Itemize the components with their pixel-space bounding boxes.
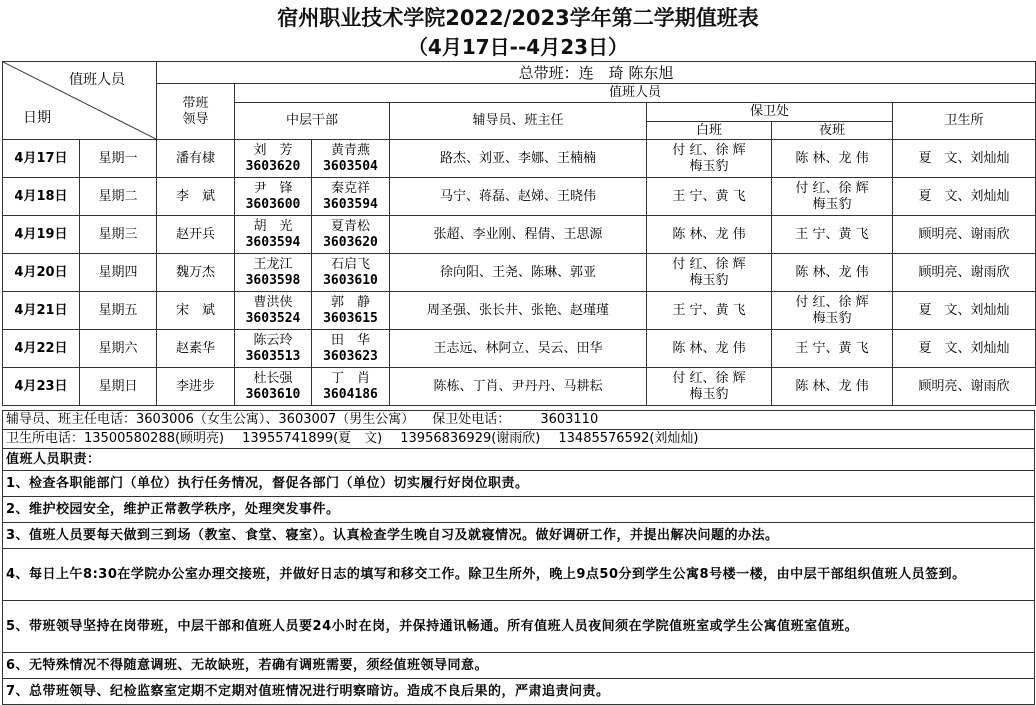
middle-mgmt-header: 中层干部 <box>235 103 390 140</box>
counselors-cell: 张超、李业刚、程倩、王思源 <box>390 216 647 254</box>
date-cell: 4月23日 <box>3 368 80 406</box>
duty-staff-header: 值班人员 <box>235 84 1036 103</box>
night-shift-cell: 王 宁、黄 飞 <box>772 216 893 254</box>
contact-line-2: 卫生所电话：13500580288(顾明亮) 13955741899(夏 文) 13956836929(谢雨欣) 13485576592(刘灿灿) <box>3 430 1035 449</box>
weekday-cell: 星期四 <box>80 254 157 292</box>
middle-mgmt-1-cell: 陈云玲 3603513 <box>235 330 312 368</box>
page-title: 宿州职业技术学院2022/2023学年第二学期值班表 <box>277 6 759 30</box>
leader-cell: 赵开兵 <box>157 216 235 254</box>
counselors-cell: 路杰、刘亚、李娜、王楠楠 <box>390 140 647 178</box>
middle-mgmt-2-cell: 石启飞 3603610 <box>312 254 390 292</box>
middle-mgmt-2-cell: 黄青燕 3603504 <box>312 140 390 178</box>
leader-cell: 魏万杰 <box>157 254 235 292</box>
date-cell: 4月22日 <box>3 330 80 368</box>
leader-cell: 李 斌 <box>157 178 235 216</box>
leader-cell: 李进步 <box>157 368 235 406</box>
contact-line-1: 辅导员、班主任电话：3603006（女生公寓）、3603007（男生公寓） 保卫处电话： 3603110 <box>3 411 1035 430</box>
date-cell: 4月17日 <box>3 140 80 178</box>
weekday-cell: 星期五 <box>80 292 157 330</box>
clinic-cell: 夏 文、刘灿灿 <box>893 140 1036 178</box>
day-shift-cell: 陈 林、龙 伟 <box>647 216 772 254</box>
middle-mgmt-1-cell: 杜长强 3603610 <box>235 368 312 406</box>
clinic-cell: 顾明亮、谢雨欣 <box>893 254 1036 292</box>
clinic-header: 卫生所 <box>893 103 1036 140</box>
duty-item: 1、检查各职能部门（单位）执行任务情况，督促各部门（单位）切实履行好岗位职责。 <box>3 471 1035 497</box>
day-shift-cell: 付 红、徐 辉 梅玉豹 <box>647 254 772 292</box>
weekday-cell: 星期日 <box>80 368 157 406</box>
table-row <box>3 254 1036 292</box>
night-shift-cell: 付 红、徐 辉 梅玉豹 <box>772 292 893 330</box>
leader-cell: 赵素华 <box>157 330 235 368</box>
weekday-cell: 星期一 <box>80 140 157 178</box>
date-cell: 4月21日 <box>3 292 80 330</box>
weekday-cell: 星期六 <box>80 330 157 368</box>
day-shift-cell: 付 红、徐 辉 梅玉豹 <box>647 368 772 406</box>
duty-item: 4、每日上午8:30在学院办公室办理交接班，并做好日志的填写和移交工作。除卫生所外，晚上9点50分到学生公寓8号楼一楼，由中层干部组织值班人员签到。 <box>3 549 1035 601</box>
counselors-cell: 徐向阳、王尧、陈琳、郭亚 <box>390 254 647 292</box>
night-shift-cell: 陈 林、龙 伟 <box>772 368 893 406</box>
security-header: 保卫处 <box>647 103 893 122</box>
duty-item: 3、值班人员要每天做到三到场（教室、食堂、寝室）。认真检查学生晚自习及就寝情况。做好调研工作，并提出解决问题的办法。 <box>3 523 1035 549</box>
clinic-cell: 夏 文、刘灿灿 <box>893 330 1036 368</box>
notes-table <box>2 410 1035 705</box>
header-diagonal-cell <box>3 62 157 140</box>
roster-table <box>2 61 1036 406</box>
clinic-cell: 夏 文、刘灿灿 <box>893 178 1036 216</box>
day-shift-cell: 王 宁、黄 飞 <box>647 292 772 330</box>
table-row <box>3 178 1036 216</box>
date-cell: 4月19日 <box>3 216 80 254</box>
day-shift-header: 白班 <box>647 122 772 140</box>
night-shift-cell: 陈 林、龙 伟 <box>772 140 893 178</box>
table-row <box>3 140 1036 178</box>
lead-header: 带班 领导 <box>157 84 235 140</box>
clinic-cell: 顾明亮、谢雨欣 <box>893 216 1036 254</box>
table-row <box>3 292 1036 330</box>
date-cell: 4月18日 <box>3 178 80 216</box>
night-shift-header: 夜班 <box>772 122 893 140</box>
overall-lead: 总带班：连 琦 陈东旭 <box>157 62 1036 84</box>
duty-item: 6、无特殊情况不得随意调班、无故缺班，若确有调班需要，须经值班领导同意。 <box>3 653 1035 679</box>
night-shift-cell: 王 宁、黄 飞 <box>772 330 893 368</box>
clinic-cell: 顾明亮、谢雨欣 <box>893 368 1036 406</box>
counselors-cell: 周圣强、张长井、张艳、赵瑾瑾 <box>390 292 647 330</box>
middle-mgmt-1-cell: 胡 光 3603594 <box>235 216 312 254</box>
night-shift-cell: 付 红、徐 辉 梅玉豹 <box>772 178 893 216</box>
counselors-cell: 王志远、林阿立、吴云、田华 <box>390 330 647 368</box>
table-row <box>3 368 1036 406</box>
middle-mgmt-2-cell: 郭 静 3603615 <box>312 292 390 330</box>
weekday-cell: 星期三 <box>80 216 157 254</box>
table-row <box>3 330 1036 368</box>
middle-mgmt-2-cell: 丁 肖 3604186 <box>312 368 390 406</box>
day-shift-cell: 付 红、徐 辉 梅玉豹 <box>647 140 772 178</box>
middle-mgmt-1-cell: 刘 芳 3603620 <box>235 140 312 178</box>
counselors-cell: 马宁、蒋磊、赵娣、王晓伟 <box>390 178 647 216</box>
leader-cell: 宋 斌 <box>157 292 235 330</box>
duty-item: 5、带班领导坚持在岗带班，中层干部和值班人员要24小时在岗，并保持通讯畅通。所有值班人员夜间须在学院值班室或学生公寓值班室值班。 <box>3 601 1035 653</box>
clinic-cell: 夏 文、刘灿灿 <box>893 292 1036 330</box>
table-row <box>3 216 1036 254</box>
day-shift-cell: 王 宁、黄 飞 <box>647 178 772 216</box>
middle-mgmt-1-cell: 尹 锋 3603600 <box>235 178 312 216</box>
middle-mgmt-2-cell: 秦克祥 3603594 <box>312 178 390 216</box>
middle-mgmt-1-cell: 王龙江 3603598 <box>235 254 312 292</box>
leader-cell: 潘有棣 <box>157 140 235 178</box>
page-subtitle: （4月17日--4月23日） <box>407 35 629 59</box>
counselors-header: 辅导员、班主任 <box>390 103 647 140</box>
counselors-cell: 陈栋、丁肖、尹丹丹、马耕耘 <box>390 368 647 406</box>
night-shift-cell: 陈 林、龙 伟 <box>772 254 893 292</box>
date-axis-label: 日期 <box>23 110 51 126</box>
middle-mgmt-1-cell: 曹洪侠 3603524 <box>235 292 312 330</box>
duties-title: 值班人员职责： <box>3 449 1035 471</box>
middle-mgmt-2-cell: 田 华 3603623 <box>312 330 390 368</box>
weekday-cell: 星期二 <box>80 178 157 216</box>
staff-axis-label: 值班人员 <box>69 72 125 88</box>
duty-item: 2、维护校园安全，维护正常教学秩序，处理突发事件。 <box>3 497 1035 523</box>
day-shift-cell: 陈 林、龙 伟 <box>647 330 772 368</box>
date-cell: 4月20日 <box>3 254 80 292</box>
middle-mgmt-2-cell: 夏青松 3603620 <box>312 216 390 254</box>
duty-item: 7、总带班领导、纪检监察室定期不定期对值班情况进行明察暗访。造成不良后果的，严肃追责问责。 <box>3 679 1035 705</box>
